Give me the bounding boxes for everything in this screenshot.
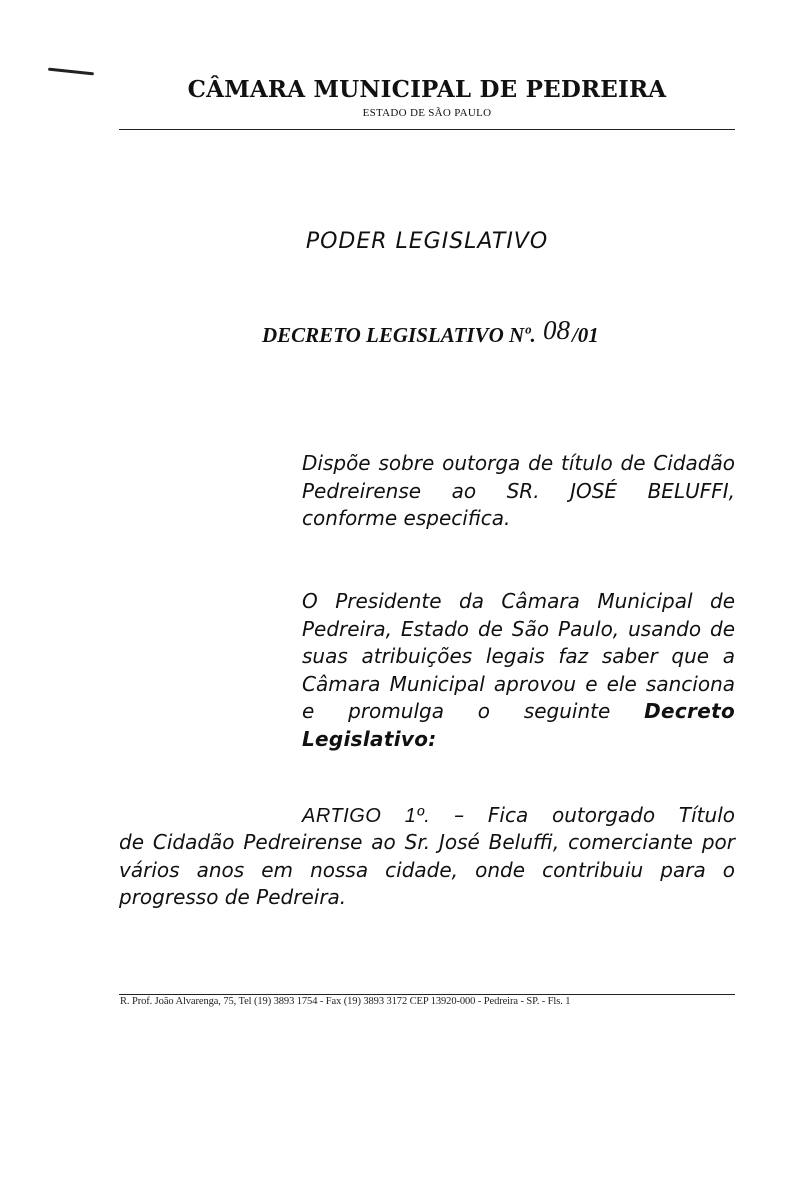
decree-number: 08 [542,315,570,345]
footer-address: R. Prof. João Alvarenga, 75, Tel (19) 3893 1754 - Fax (19) 3893 3172 CEP 13920-000 - Pedreira - SP. - Fls. 1 [120,996,571,1007]
article-1-first-line [302,802,735,831]
decree-prefix: DECRETO LEGISLATIVO Nº. [262,323,536,347]
state-subtitle: ESTADO DE SÃO PAULO [362,107,492,119]
preamble-paragraph [302,588,735,753]
article-1-lead: – Fica outorgado Título [454,803,735,827]
decree-year: /01 [571,323,599,347]
footer-divider [119,994,735,995]
article-1-label: ARTIGO 1º. [302,805,431,827]
decree-title [262,315,599,349]
ementa-paragraph: Dispõe sobre outorga de título de Cidadão Pedreirense ao SR. JOSÉ BELUFFI, conforme especifica. [302,451,735,530]
article-1-body: de Cidadão Pedreirense ao Sr. José Beluffi, comerciante por vários anos em nossa cidade, onde contribuiu para o progresso de Pedreira. [119,830,735,909]
header-divider [119,129,735,130]
preamble-emphasis: Decreto Legislativo: [302,699,735,751]
document-heading: PODER LEGISLATIVO [305,229,549,254]
pen-mark [48,68,94,76]
chamber-title: CÂMARA MUNICIPAL DE PEDREIRA [187,76,667,103]
preamble-text: O Presidente da Câmara Municipal de Pedreira, Estado de São Paulo, usando de suas atribuições legais faz saber que a Câmara Municipal aprovou e ele sanciona e promulga o seguinte [302,589,735,723]
